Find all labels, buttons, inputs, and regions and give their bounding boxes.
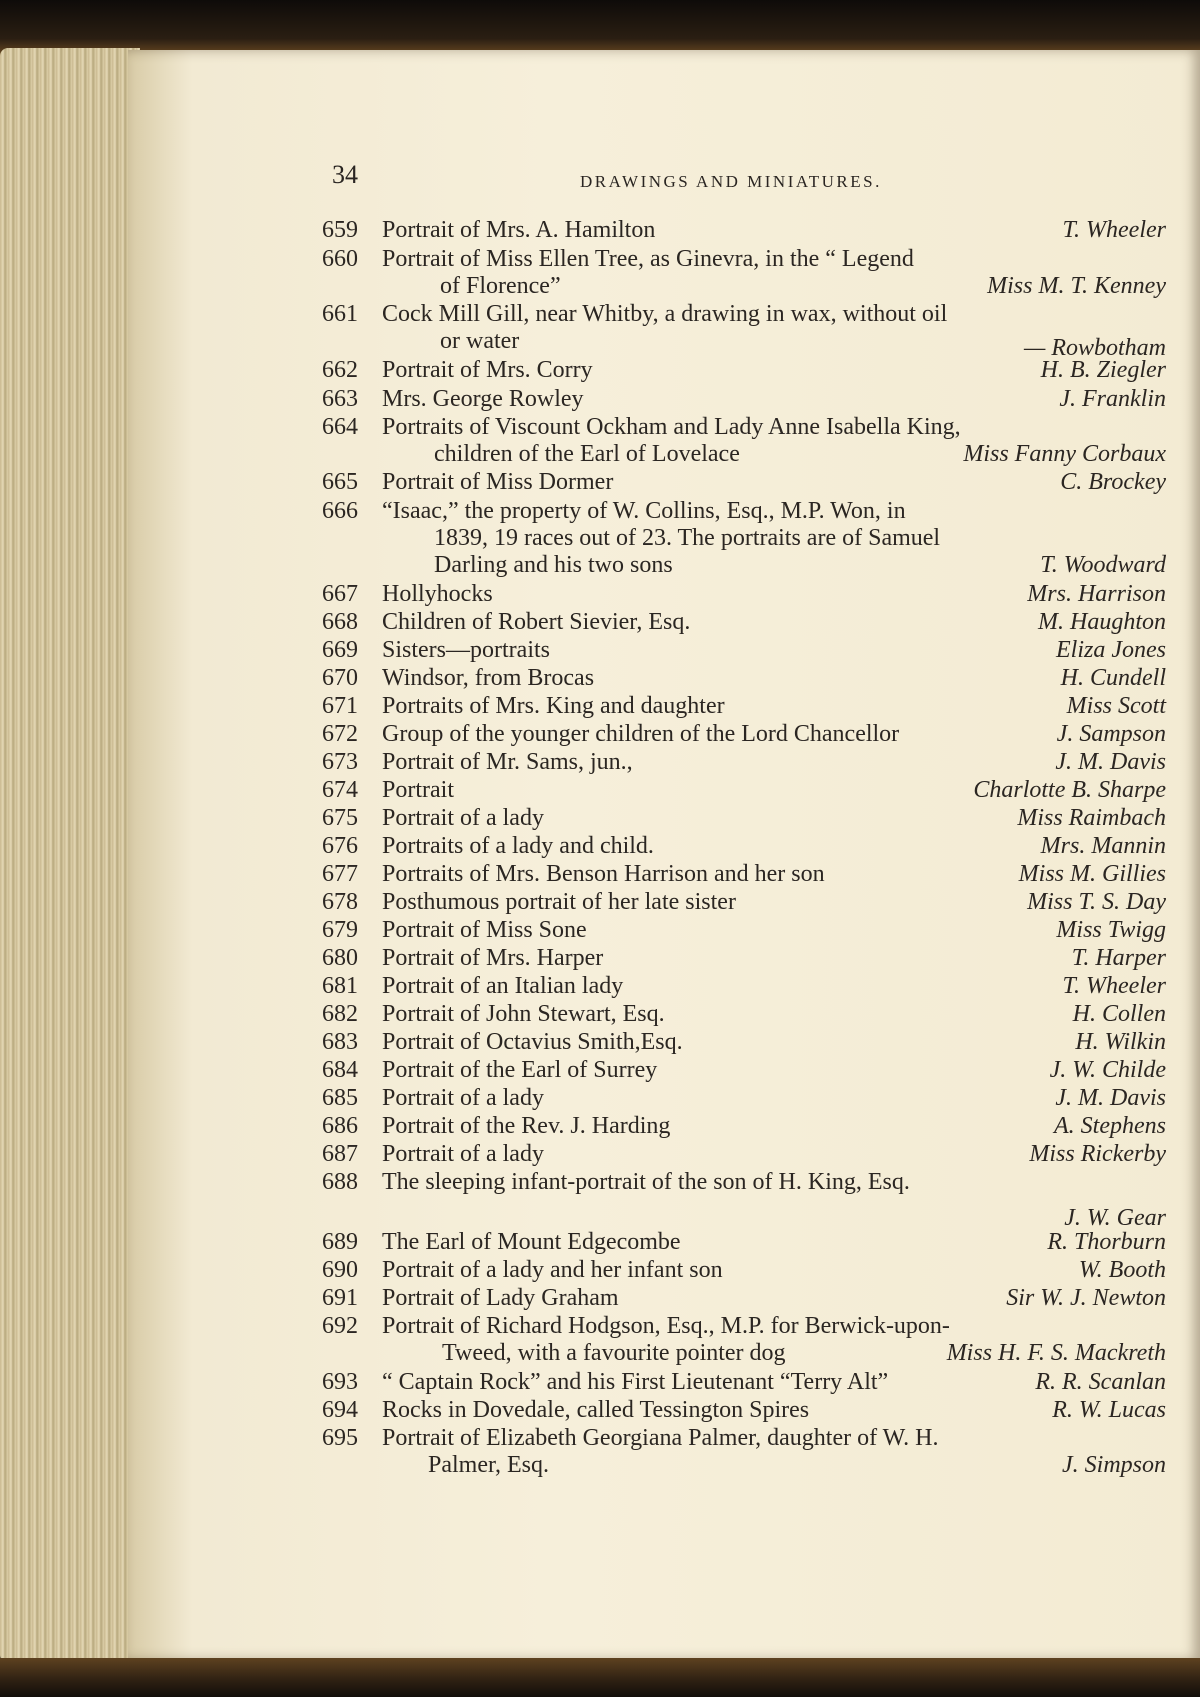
entry-number: 672	[322, 721, 358, 747]
entry-artist: M. Haughton	[1038, 609, 1166, 635]
entry-number: 661	[322, 301, 358, 327]
entry-title: Portrait of Miss Ellen Tree, as Ginevra, in the “ Legend	[382, 246, 914, 272]
entry-title: Portrait of Mrs. A. Hamilton	[382, 217, 656, 243]
entry-number: 692	[322, 1313, 358, 1339]
entry-number: 673	[322, 749, 358, 775]
entry-title: Portrait of John Stewart, Esq.	[382, 1001, 665, 1027]
entry-title: Portrait of Octavius Smith,Esq.	[382, 1029, 683, 1055]
entry-artist: Miss M. Gillies	[1018, 861, 1166, 887]
entry-artist: C. Brockey	[1060, 469, 1166, 495]
entry-artist: J. Simpson	[1062, 1452, 1166, 1478]
entry-title: Mrs. George Rowley	[382, 386, 584, 412]
entry-artist: H. Wilkin	[1075, 1029, 1166, 1055]
entry-number: 665	[322, 469, 358, 495]
entry-title: Rocks in Dovedale, called Tessington Spires	[382, 1397, 810, 1423]
entry-number: 669	[322, 637, 358, 663]
entry-artist: Miss Fanny Corbaux	[963, 441, 1166, 467]
entry-artist: Mrs. Harrison	[1027, 581, 1166, 607]
entry-title: Portrait of Lady Graham	[382, 1285, 619, 1311]
entry-number: 674	[322, 777, 358, 803]
entry-number: 685	[322, 1085, 358, 1111]
entry-number: 663	[322, 386, 358, 412]
entry-title: Portraits of Mrs. King and daughter	[382, 693, 725, 719]
entry-number: 681	[322, 973, 358, 999]
entry-artist: Mrs. Mannin	[1040, 833, 1166, 859]
entry-number: 683	[322, 1029, 358, 1055]
entry-title: Portrait of Miss Sone	[382, 917, 587, 943]
entry-artist: Miss Raimbach	[1017, 805, 1166, 831]
entry-title: Sisters—portraits	[382, 637, 550, 663]
entry-title: Portrait of an Italian lady	[382, 973, 624, 999]
entry-artist: T. Harper	[1071, 945, 1166, 971]
entry-artist: Miss M. T. Kenney	[987, 273, 1166, 299]
entry-artist: Eliza Jones	[1056, 637, 1166, 663]
entry-number: 688	[322, 1169, 358, 1195]
entry-title: Portrait of Mrs. Harper	[382, 945, 604, 971]
entry-number: 668	[322, 609, 358, 635]
entry-artist: J. M. Davis	[1055, 1085, 1166, 1111]
entry-artist: Charlotte B. Sharpe	[973, 777, 1166, 803]
entry-artist: Miss T. S. Day	[1027, 889, 1166, 915]
entry-artist: J. Franklin	[1059, 386, 1166, 412]
entry-artist: T. Wheeler	[1062, 973, 1166, 999]
entry-artist: H. B. Ziegler	[1040, 357, 1166, 383]
entry-title: The Earl of Mount Edgecombe	[382, 1229, 681, 1255]
entry-number: 659	[322, 217, 358, 243]
entry-title: Portrait of Miss Dormer	[382, 469, 614, 495]
entry-number: 676	[322, 833, 358, 859]
entry-title: “Isaac,” the property of W. Collins, Esq., M.P. Won, in	[382, 498, 906, 524]
entry-artist: T. Wheeler	[1062, 217, 1166, 243]
entry-number: 662	[322, 357, 358, 383]
entry-title: Hollyhocks	[382, 581, 493, 607]
entry-title: The sleeping infant-portrait of the son of H. King, Esq.	[382, 1169, 910, 1195]
entry-number: 660	[322, 246, 358, 272]
entry-number: 666	[322, 498, 358, 524]
entry-number: 690	[322, 1257, 358, 1283]
entry-artist: T. Woodward	[1040, 552, 1166, 578]
entry-title: Portrait of a lady	[382, 805, 544, 831]
entry-title: Portrait of Mrs. Corry	[382, 357, 593, 383]
entry-number: 689	[322, 1229, 358, 1255]
entry-title-continued: Palmer, Esq.	[428, 1452, 550, 1478]
entry-title-continued: children of the Earl of Lovelace	[434, 441, 740, 467]
entry-number: 694	[322, 1397, 358, 1423]
entry-artist: Miss Scott	[1066, 693, 1166, 719]
entry-artist: H. Cundell	[1060, 665, 1166, 691]
entry-number: 686	[322, 1113, 358, 1139]
entry-artist: R. R. Scanlan	[1035, 1369, 1166, 1395]
entry-title: Portrait of a lady	[382, 1085, 544, 1111]
entry-artist: W. Booth	[1078, 1257, 1166, 1283]
entry-number: 691	[322, 1285, 358, 1311]
entry-title-continued: 1839, 19 races out of 23. The portraits are of Samuel	[434, 525, 941, 551]
entry-title: Portraits of a lady and child.	[382, 833, 654, 859]
entry-artist: H. Collen	[1072, 1001, 1166, 1027]
entry-number: 693	[322, 1369, 358, 1395]
entry-number: 684	[322, 1057, 358, 1083]
entry-artist: Miss Twigg	[1056, 917, 1166, 943]
entry-number: 675	[322, 805, 358, 831]
entry-title: Group of the younger children of the Lord Chancellor	[382, 721, 900, 747]
entry-title: “ Captain Rock” and his First Lieutenant “Terry Alt”	[382, 1369, 889, 1395]
entry-number: 680	[322, 945, 358, 971]
entry-number: 687	[322, 1141, 358, 1167]
entry-number: 670	[322, 665, 358, 691]
entry-title-continued: Darling and his two sons	[434, 552, 673, 578]
entry-title: Portrait of a lady and her infant son	[382, 1257, 723, 1283]
entry-number: 695	[322, 1425, 358, 1451]
entry-title: Portrait of Elizabeth Georgiana Palmer, daughter of W. H.	[382, 1425, 939, 1451]
entry-artist: J. M. Davis	[1055, 749, 1166, 775]
entry-number: 667	[322, 581, 358, 607]
entry-artist: Miss H. F. S. Mackreth	[946, 1340, 1166, 1366]
entry-artist: J. Sampson	[1056, 721, 1166, 747]
running-head: DRAWINGS AND MINIATURES.	[580, 172, 882, 191]
entry-artist: A. Stephens	[1054, 1113, 1166, 1139]
entry-title: Portraits of Mrs. Benson Harrison and her son	[382, 861, 825, 887]
entry-number: 678	[322, 889, 358, 915]
entry-artist: R. Thorburn	[1047, 1229, 1166, 1255]
entry-number: 677	[322, 861, 358, 887]
entry-title: Children of Robert Sievier, Esq.	[382, 609, 691, 635]
entry-title: Cock Mill Gill, near Whitby, a drawing in wax, without oil	[382, 301, 948, 327]
entry-title: Portrait of Richard Hodgson, Esq., M.P. for Berwick-upon-	[382, 1313, 950, 1339]
entry-artist: — Rowbotham	[1023, 335, 1166, 361]
entry-artist: Sir W. J. Newton	[1006, 1285, 1166, 1311]
entry-number: 682	[322, 1001, 358, 1027]
entry-number: 679	[322, 917, 358, 943]
entry-number: 671	[322, 693, 358, 719]
entry-artist: R. W. Lucas	[1052, 1397, 1166, 1423]
entry-artist: Miss Rickerby	[1029, 1141, 1166, 1167]
entry-title: Portrait of Mr. Sams, jun.,	[382, 749, 633, 775]
page-number: 34	[332, 160, 358, 189]
entry-title-continued: Tweed, with a favourite pointer dog	[442, 1340, 786, 1366]
entry-title: Posthumous portrait of her late sister	[382, 889, 736, 915]
entry-title-continued: of Florence”	[440, 273, 561, 299]
entry-title-continued: or water	[440, 328, 520, 354]
entry-title: Portraits of Viscount Ockham and Lady Anne Isabella King,	[382, 414, 961, 440]
entry-artist: J. W. Childe	[1049, 1057, 1166, 1083]
entry-title: Portrait of the Rev. J. Harding	[382, 1113, 671, 1139]
entry-title: Portrait of a lady	[382, 1141, 544, 1167]
entry-title: Portrait	[382, 777, 454, 803]
entry-title: Windsor, from Brocas	[382, 665, 595, 691]
entry-number: 664	[322, 414, 358, 440]
entry-artist: J. W. Gear	[1064, 1205, 1166, 1231]
entry-title: Portrait of the Earl of Surrey	[382, 1057, 658, 1083]
